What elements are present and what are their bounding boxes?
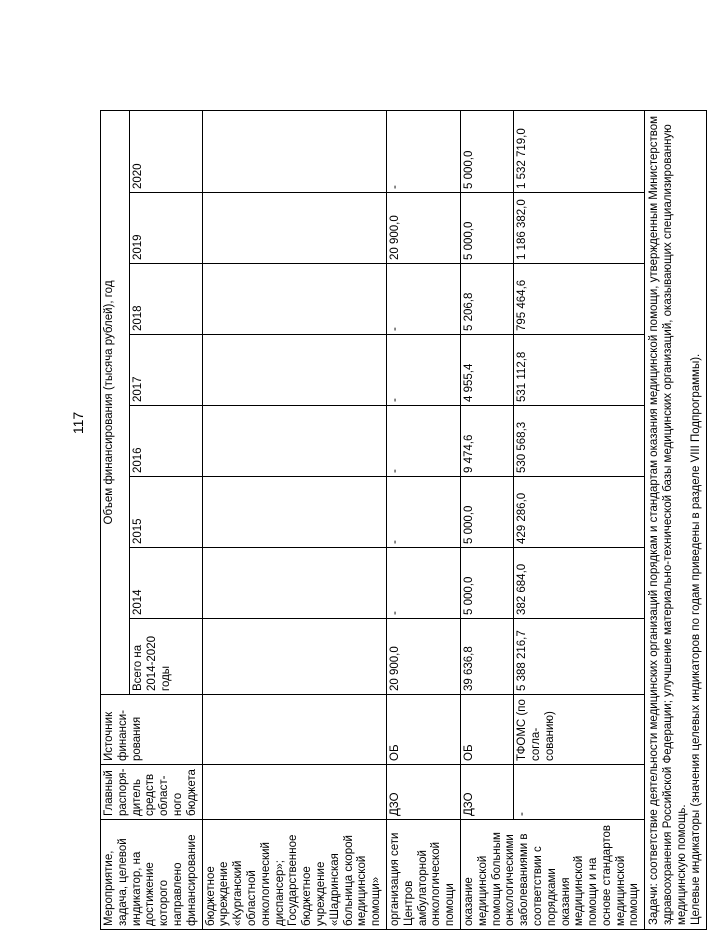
table-row	[386, 110, 460, 929]
header-source: Источник финанси-рования	[101, 695, 203, 765]
row-value	[202, 477, 386, 548]
header-year: 2016	[130, 406, 202, 477]
row-manager: ДЗО	[460, 765, 513, 820]
financing-table	[100, 110, 707, 930]
row-value: 1 186 382,0	[514, 193, 645, 264]
row-event: организация сети Центров амбулаторной онкологической помощи	[386, 820, 460, 930]
row-value: -	[386, 110, 460, 192]
table-row	[514, 110, 645, 929]
row-manager: ДЗО	[386, 765, 460, 820]
row-total: 20 900,0	[386, 619, 460, 695]
row-value: -	[386, 477, 460, 548]
row-value: 20 900,0	[386, 193, 460, 264]
header-row-1	[101, 110, 130, 929]
row-value: 4 955,4	[460, 335, 513, 406]
note-row	[645, 110, 707, 929]
row-value: 1 532 719,0	[514, 110, 645, 192]
row-value: 795 464,6	[514, 264, 645, 335]
row-event: бюджетное учреждение «Курганский областной онкологический диспансер»; Государственное бюджетное учреждение «Шадринская больница скорой медицинской помощи»	[202, 820, 386, 930]
header-event: Мероприятие, задача, целевой индикатор, на достижение которого направлено финансирование	[101, 820, 203, 930]
row-total: 39 636,8	[460, 619, 513, 695]
indicators-text: Целевые индикаторы (значения целевых индикаторов по годам приведены в разделе VIII Подпрограммы).	[689, 353, 702, 925]
row-value: 5 000,0	[460, 110, 513, 192]
table-row	[202, 110, 386, 929]
row-value: 382 684,0	[514, 548, 645, 619]
row-value: 9 474,6	[460, 406, 513, 477]
header-year: 2014	[130, 548, 202, 619]
row-value	[202, 335, 386, 406]
header-year: 2020	[130, 110, 202, 192]
row-value: -	[386, 335, 460, 406]
header-year: 2018	[130, 264, 202, 335]
tasks-text: Задачи: соответствие деятельности медицинских организаций порядкам и стандартам оказания медицинской помощи, утвержденным Министерством здравоохранения Российской Федерации; улучшение материально-технической базы медицинских организаций, оказывающих специализированную медицинскую помощь.	[648, 115, 688, 925]
header-manager: Главный распоря-дитель средств област-ного бюджета	[101, 765, 203, 820]
row-value: 5 000,0	[460, 548, 513, 619]
header-year: 2015	[130, 477, 202, 548]
row-value: -	[386, 548, 460, 619]
row-manager: -	[514, 765, 645, 820]
page-number: 117	[70, 411, 86, 435]
header-financing-group: Объем финансирования (тысяча рублей), год	[101, 110, 130, 694]
row-value	[202, 406, 386, 477]
header-year: 2019	[130, 193, 202, 264]
row-value: 530 568,3	[514, 406, 645, 477]
row-value	[202, 548, 386, 619]
rotated-page-content	[100, 115, 702, 930]
header-total: Всего на 2014-2020 годы	[130, 619, 202, 695]
row-value	[202, 264, 386, 335]
row-total: 5 388 216,7	[514, 619, 645, 695]
row-source: ОБ	[386, 695, 460, 765]
row-value: 429 286,0	[514, 477, 645, 548]
row-value: -	[386, 406, 460, 477]
row-value	[202, 110, 386, 192]
row-source: ОБ	[460, 695, 513, 765]
row-source: ТФОМС (по согла-сованию)	[514, 695, 645, 765]
row-manager	[202, 765, 386, 820]
row-value: -	[386, 264, 460, 335]
row-value: 5 206,8	[460, 264, 513, 335]
note-cell	[645, 110, 707, 929]
row-source	[202, 695, 386, 765]
table-row	[460, 110, 513, 929]
row-total	[202, 619, 386, 695]
row-value: 5 000,0	[460, 193, 513, 264]
row-event: оказание медицинской помощи больным онкологическими заболеваниями в соответствии с порядками оказания медицинской помощи и на основе стандартов медицинской помощи	[460, 820, 644, 930]
row-value: 5 000,0	[460, 477, 513, 548]
row-value	[202, 193, 386, 264]
header-year: 2017	[130, 335, 202, 406]
row-value: 531 112,8	[514, 335, 645, 406]
